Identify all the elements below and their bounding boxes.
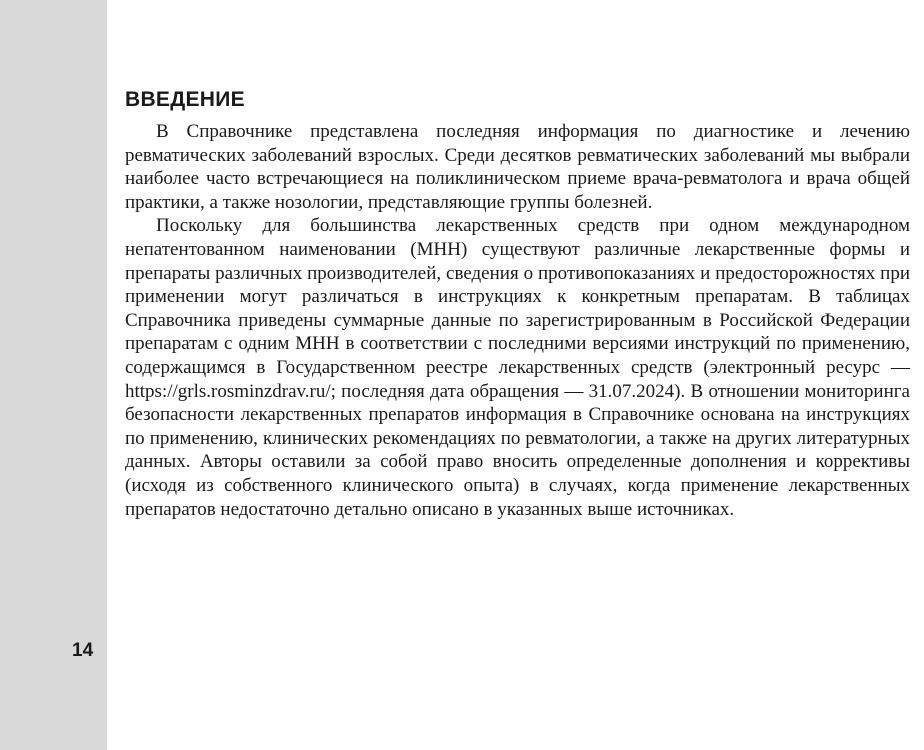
page-number: 14: [72, 640, 94, 661]
page-margin-strip: [0, 0, 107, 750]
paragraph-1: В Справочнике представлена последняя информация по диагностике и лечению ревматических заболеваний взрослых. Среди десятков ревматических заболеваний мы выбрали наиболее часто встречающиеся на поликлиническом приеме врача-ревматолога и врача общей практики, а также нозологии, представляющие группы болезней.: [125, 121, 910, 213]
section-introduction: [125, 88, 910, 521]
section-title: ВВЕДЕНИЕ: [125, 88, 245, 111]
paragraph-2: Поскольку для большинства лекарственных средств при одном международном непатентованном наименовании (МНН) существуют различные лекарственные формы и препараты различных производителей, сведения о противопоказаниях и предосторожностях при применении могут различаться в инструкциях к конкретным препаратам. В таблицах Справочника приведены суммарные данные по зарегистрированным в Российской Федерации препаратам с одним МНН в соответствии с последними версиями инструкций по применению, содержащимся в Государственном реестре лекарственных средств (электронный ресурс — https://grls.rosminzdrav.ru/; последняя дата обращения — 31.07.2024). В отношении мониторинга безопасности лекарственных препаратов информация в Справочнике основана на инструкциях по применению, клинических рекомендациях по ревматологии, а также на других литературных данных. Авторы оставили за собой право вносить определенные дополнения и коррективы (исходя из собственного клинического опыта) в случаях, когда применение лекарственных препаратов недостаточно детально описано в указанных выше источниках.: [125, 215, 910, 520]
